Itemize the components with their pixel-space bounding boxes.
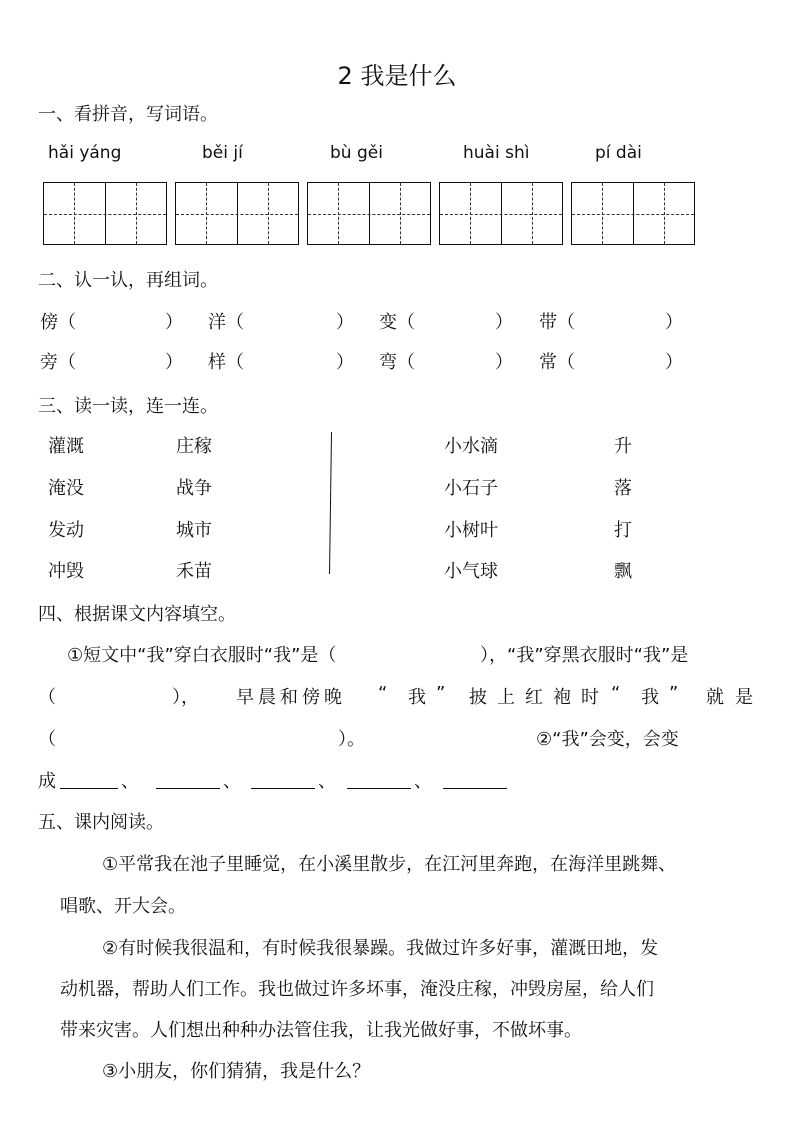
reading-paragraph: 唱歌、开大会。: [60, 896, 186, 917]
section-heading-4: 四、根据课文内容填空。: [38, 604, 236, 625]
reading-paragraph: 动机器，帮助人们工作。我也做过许多坏事，淹没庄稼，冲毁房屋，给人们: [60, 979, 654, 1000]
pinyin-5: pí dài: [595, 143, 642, 163]
fill-blank-text: 晚: [324, 687, 342, 708]
fill-blank-text: 和: [280, 687, 298, 708]
paren-close: ）: [665, 312, 683, 333]
fill-blank-text: 我: [641, 687, 659, 708]
answer-blank[interactable]: [156, 768, 220, 789]
section-heading-3: 三、读一读，连一连。: [38, 396, 218, 417]
fill-blank-text: 早: [236, 687, 254, 708]
pinyin-3: bù gěi: [330, 143, 383, 163]
fill-blank-text: “: [611, 683, 621, 704]
fill-blank-text: 是: [735, 687, 753, 708]
char-item-label: 弯（: [379, 352, 415, 373]
fill-blank-text: （: [38, 687, 56, 708]
writing-box-5[interactable]: [571, 182, 695, 245]
separator: 、: [318, 771, 336, 792]
paren-close: ）: [665, 352, 683, 373]
match-right-word[interactable]: 禾苗: [176, 561, 212, 582]
section-heading-5: 五、课内阅读。: [38, 812, 164, 833]
char-item-label: 样（: [208, 352, 244, 373]
writing-box-4[interactable]: [439, 182, 563, 245]
answer-blank[interactable]: [347, 768, 411, 789]
char-item-label: 带（: [539, 312, 575, 333]
fill-blank-text: 我: [408, 687, 426, 708]
reading-paragraph: 带来灾害。人们想出种种办法管住我，让我光做好事，不做坏事。: [60, 1020, 582, 1041]
match-right-word[interactable]: 落: [614, 478, 632, 499]
fill-blank-text: 时: [581, 687, 599, 708]
answer-blank[interactable]: [60, 768, 118, 789]
char-item-label: 常（: [539, 352, 575, 373]
reading-paragraph: ①平常我在池子里睡觉，在小溪里散步，在江河里奔跑，在海洋里跳舞、: [102, 854, 677, 875]
match-left-word[interactable]: 小水滴: [444, 436, 498, 457]
match-right-word[interactable]: 庄稼: [176, 436, 212, 457]
fill-blank-text: 上: [497, 687, 515, 708]
paren-close: ）: [495, 312, 513, 333]
writing-box-3[interactable]: [307, 182, 431, 245]
answer-blank[interactable]: [443, 768, 507, 789]
match-left-word[interactable]: 小树叶: [444, 520, 498, 541]
separator: 、: [223, 771, 241, 792]
match-right-word[interactable]: 飘: [614, 561, 632, 582]
paren-close: ）: [336, 352, 354, 373]
writing-box-2[interactable]: [175, 182, 299, 245]
reading-paragraph: ③小朋友，你们猜猜，我是什么？: [102, 1061, 371, 1082]
match-right-word[interactable]: 城市: [176, 520, 212, 541]
paren-close: ）: [336, 312, 354, 333]
match-left-word[interactable]: 小气球: [444, 561, 498, 582]
char-item-label: 洋（: [208, 312, 244, 333]
fill-blank-text: ①短文中“我”穿白衣服时“我”是（: [67, 645, 337, 666]
match-right-word[interactable]: 战争: [176, 478, 212, 499]
match-left-word[interactable]: 灌溉: [48, 436, 84, 457]
paren-close: ）: [165, 312, 183, 333]
fill-blank-text: ②“我”会变，会变: [536, 729, 679, 750]
page-title: 2 我是什么: [337, 62, 457, 90]
pinyin-1: hǎi yáng: [48, 143, 122, 163]
match-right-word[interactable]: 升: [614, 436, 632, 457]
writing-box-1[interactable]: [43, 182, 167, 245]
answer-blank[interactable]: [251, 768, 315, 789]
separator: 、: [121, 771, 139, 792]
fill-blank-text: （: [38, 729, 56, 750]
section-heading-1: 一、看拼音，写词语。: [38, 104, 218, 125]
char-item-label: 旁（: [40, 352, 76, 373]
match-right-word[interactable]: 打: [614, 520, 632, 541]
paren-close: ）: [495, 352, 513, 373]
fill-blank-text: 披: [469, 687, 487, 708]
match-left-word[interactable]: 冲毁: [48, 561, 84, 582]
char-item-label: 变（: [379, 312, 415, 333]
section-heading-2: 二、认一认，再组词。: [38, 270, 218, 291]
match-left-word[interactable]: 发动: [48, 520, 84, 541]
fill-blank-text: ”: [669, 683, 679, 704]
fill-blank-text: 袍: [553, 687, 571, 708]
fill-blank-text: ）。: [338, 729, 365, 750]
fill-blank-text: ），“我”穿黑衣服时“我”是: [480, 645, 689, 666]
fill-blank-text: 傍: [302, 687, 320, 708]
fill-blank-text: ），: [172, 687, 199, 708]
fill-blank-text: 就: [706, 687, 724, 708]
fill-blank-text: 红: [525, 687, 543, 708]
paren-close: ）: [165, 352, 183, 373]
match-left-word[interactable]: 淹没: [48, 478, 84, 499]
pinyin-4: huài shì: [463, 143, 530, 163]
separator: 、: [414, 771, 432, 792]
divider-line: [329, 432, 332, 574]
fill-blank-text: ”: [436, 683, 446, 704]
fill-blank-text: 成: [38, 771, 56, 792]
fill-blank-text: “: [378, 683, 388, 704]
fill-blank-text: 晨: [258, 687, 276, 708]
char-item-label: 傍（: [40, 312, 76, 333]
pinyin-2: běi jí: [202, 143, 243, 163]
reading-paragraph: ②有时候我很温和，有时候我很暴躁。我做过许多好事，灌溉田地，发: [102, 938, 659, 959]
match-left-word[interactable]: 小石子: [444, 478, 498, 499]
